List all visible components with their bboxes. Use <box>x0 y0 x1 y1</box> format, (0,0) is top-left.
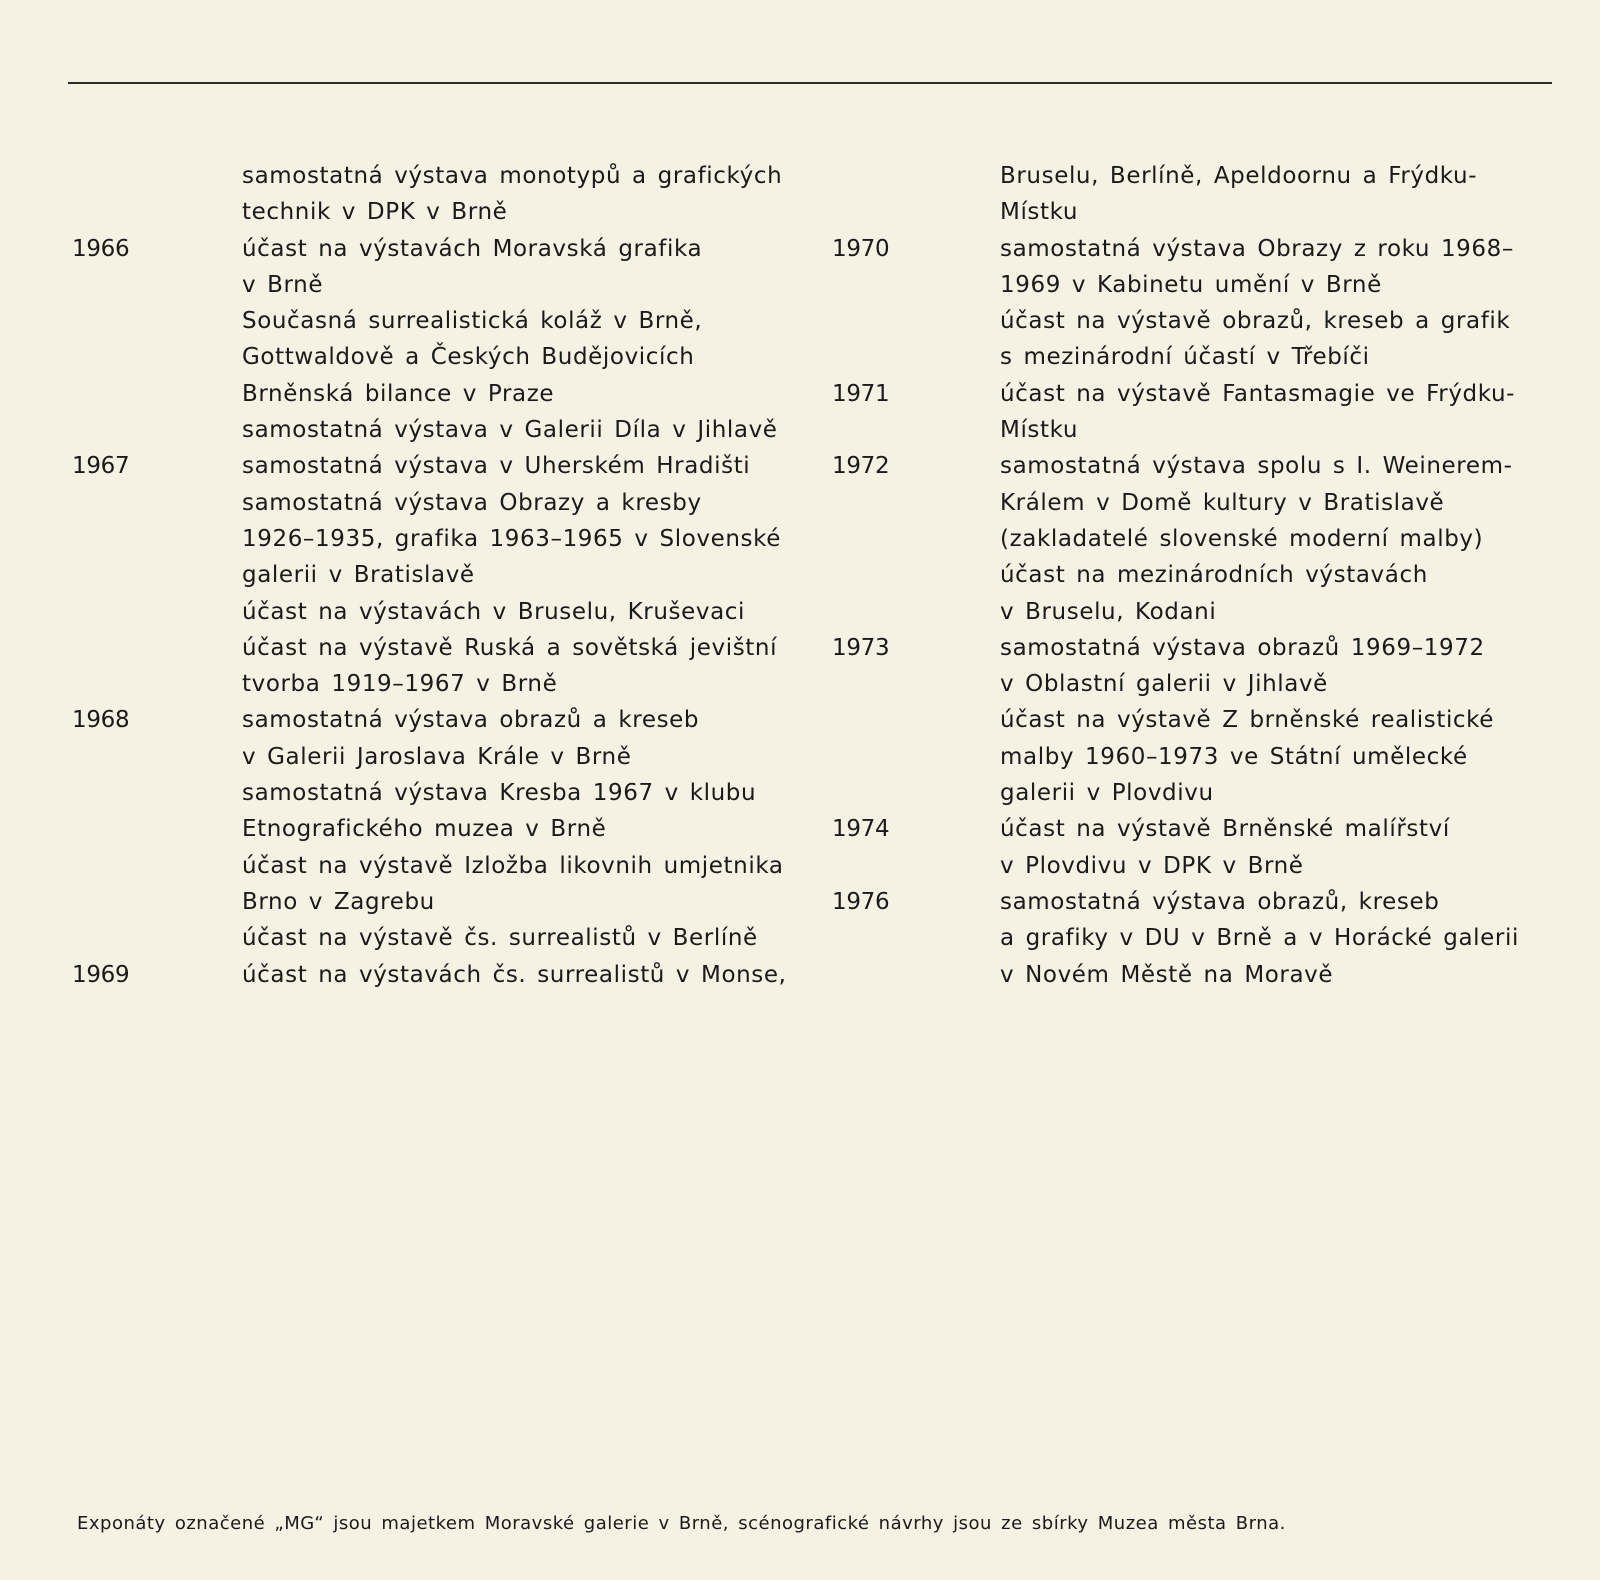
list-item <box>72 775 812 848</box>
entry-text: účast na výstavě Fantasmagie ve Frýdku- Místku <box>1000 380 1516 444</box>
list-item <box>72 158 812 231</box>
entry-text: účast na výstavě obrazů, kreseb a grafik s mezinárodní účastí v Třebíči <box>1000 308 1511 371</box>
entry-text: účast na výstavách Moravská grafika v Brně <box>242 235 703 298</box>
list-item <box>832 303 1562 376</box>
entry-year: 1968 <box>72 707 130 734</box>
entry-year: 1966 <box>72 235 130 262</box>
entry-text: Současná surrealistická koláž v Brně, Gottwaldově a Českých Budějovicích <box>242 308 703 371</box>
list-item <box>832 376 1562 449</box>
entry-text: samostatná výstava Kresba 1967 v klubu Etnografického muzea v Brně <box>242 780 757 843</box>
entry-text: účast na výstavách v Bruselu, Kruševaci <box>242 598 746 625</box>
entry-text: samostatná výstava v Uherském Hradišti <box>242 453 751 480</box>
entry-text: účast na mezinárodních výstavách v Bruselu, Kodani <box>1000 562 1428 625</box>
entry-text: samostatná výstava Obrazy a kresby 1926–1935, grafika 1963–1965 v Slovenské galerii v Bratislavě <box>242 489 781 589</box>
list-item <box>832 448 1562 557</box>
list-item <box>832 811 1562 884</box>
list-item <box>832 231 1562 304</box>
entry-text: účast na výstavě čs. surrealistů v Berlíně <box>242 925 758 952</box>
entry-text: účast na výstavě Ruská a sovětská jevištní tvorba 1919–1967 v Brně <box>242 634 778 698</box>
list-item <box>72 485 812 594</box>
entry-year: 1973 <box>832 634 890 661</box>
entry-text: samostatná výstava obrazů a kreseb v Galerii Jaroslava Krále v Brně <box>242 707 700 770</box>
top-rule <box>68 82 1552 84</box>
list-item <box>832 884 1562 993</box>
entry-year: 1967 <box>72 453 130 480</box>
list-item <box>72 594 812 630</box>
list-item <box>72 920 812 956</box>
entry-text: účast na výstavách čs. surrealistů v Monse, <box>242 961 787 988</box>
list-item <box>832 630 1562 703</box>
list-item <box>72 702 812 775</box>
entry-text: samostatná výstava v Galerii Díla v Jihlavě <box>242 417 778 444</box>
list-item <box>72 376 812 412</box>
entry-text: samostatná výstava spolu s I. Weinerem- Králem v Domě kultury v Bratislavě (zakladatelé slovenské moderní malby) <box>1000 453 1513 552</box>
entry-text: účast na výstavě Brněnské malířství v Plovdivu v DPK v Brně <box>1000 816 1450 879</box>
list-item <box>72 848 812 921</box>
footnote: Exponáty označené „MG“ jsou majetkem Moravské galerie v Brně, scénografické návrhy jsou ze sbírky Muzea města Brna. <box>77 1513 1286 1534</box>
entry-text: účast na výstavě Izložba likovnih umjetnika Brno v Zagrebu <box>242 852 784 915</box>
list-item <box>72 303 812 376</box>
entry-text: samostatná výstava obrazů 1969–1972 v Oblastní galerii v Jihlavě <box>1000 634 1485 698</box>
right-column <box>832 158 1562 993</box>
list-item <box>72 231 812 304</box>
entry-year: 1976 <box>832 888 890 915</box>
entry-year: 1972 <box>832 453 890 480</box>
entry-text: účast na výstavě Z brněnské realistické malby 1960–1973 ve Státní umělecké galerii v Plovdivu <box>1000 707 1495 807</box>
list-item <box>832 158 1562 231</box>
entry-year: 1970 <box>832 235 890 262</box>
entry-text: samostatná výstava obrazů, kreseb a grafiky v DU v Brně a v Horácké galerii v Novém Městě na Moravě <box>1000 888 1519 988</box>
entry-year: 1974 <box>832 816 890 843</box>
list-item <box>72 412 812 448</box>
entry-text: samostatná výstava Obrazy z roku 1968– 1969 v Kabinetu umění v Brně <box>1000 235 1514 298</box>
left-column <box>72 158 812 993</box>
entry-text: Brněnská bilance v Praze <box>242 380 555 407</box>
list-item <box>72 448 812 484</box>
entry-text: samostatná výstava monotypů a grafických technik v DPK v Brně <box>242 163 783 226</box>
entry-year: 1969 <box>72 961 130 988</box>
entry-text: Bruselu, Berlíně, Apeldoornu a Frýdku- Místku <box>1000 163 1478 226</box>
entry-year: 1971 <box>832 380 890 407</box>
list-item <box>72 957 812 993</box>
list-item <box>832 702 1562 811</box>
list-item <box>72 630 812 703</box>
list-item <box>832 557 1562 630</box>
